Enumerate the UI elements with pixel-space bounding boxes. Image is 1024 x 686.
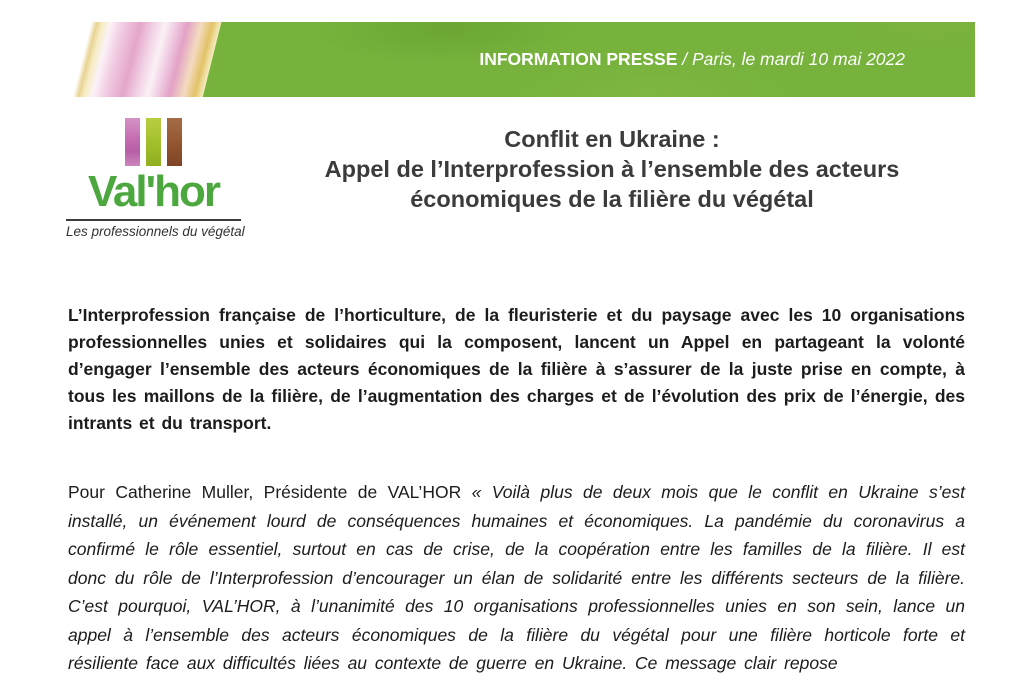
logo-bar-pink-icon	[125, 118, 140, 166]
title-line-2: Appel de l’Interprofession à l’ensemble des acteurs	[324, 156, 900, 182]
banner-text	[65, 22, 975, 97]
quote-text: « Voilà plus de deux mois que le conflit en Ukraine s’est installé, un événement lourd de conséquences humaines et économiques. La pandémie du coronavirus a confirmé le rôle essentiel, surtout en cas de crise, de la coopération entre les familles de la filière. Il est donc du rôle de l’Interprofession d’encourager un élan de solidarité entre les différents secteurs de la filière. C’est pourquoi, VAL’HOR, à l’unanimité des 10 organisations professionnelles unies en son sein, lance un appel à l’ensemble des acteurs économiques de la filière du végétal pour une filière horticole forte et résiliente face aux difficultés liées au contexte de guerre en Ukraine. Ce message clair repose	[68, 482, 965, 673]
title-line-1: Conflit en Ukraine :	[504, 126, 720, 152]
document-title	[250, 124, 974, 214]
logo-bar-green-icon	[146, 118, 161, 166]
logo-tagline: Les professionnels du végétal	[66, 224, 245, 239]
title-line-3: économiques de la filière du végétal	[410, 186, 814, 212]
logo-divider	[66, 219, 241, 221]
logo-name: Val'hor	[88, 167, 219, 216]
valhor-logo	[66, 118, 245, 239]
lead-paragraph: L’Interprofession française de l’horticulture, de la fleuristerie et du paysage avec les 10 organisations professionnelles unies et solidaires qui la composent, lancent un Appel en partageant la volonté d’engager l’ensemble des acteurs économiques de la filière à s’assurer de la juste prise en compte, à tous les maillons de la filière, de l’augmentation des charges et de l’évolution des prix de l’énergie, des intrants et du transport.	[68, 305, 965, 433]
banner-label: INFORMATION PRESSE	[479, 49, 678, 69]
logo-color-bars	[66, 118, 241, 166]
press-banner	[65, 22, 975, 97]
logo-bar-brown-icon	[167, 118, 182, 166]
quote-paragraph	[68, 478, 965, 678]
banner-date: / Paris, le mardi 10 mai 2022	[677, 49, 905, 69]
quote-intro: Pour Catherine Muller, Présidente de VAL’HOR	[68, 482, 472, 502]
